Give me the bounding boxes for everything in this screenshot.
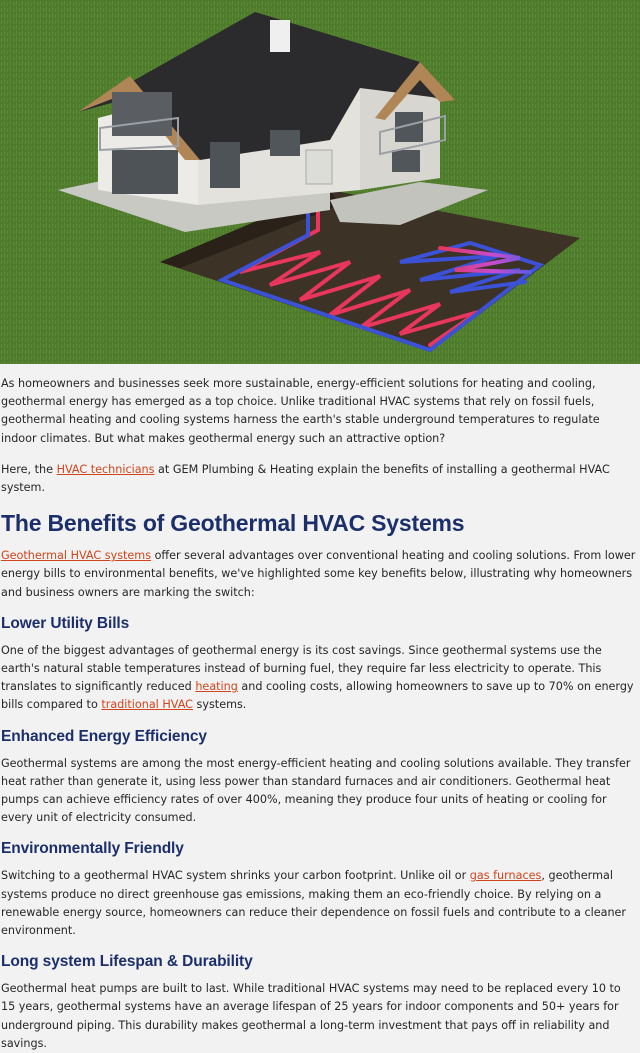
geothermal-house-illustration [0,0,640,364]
section-text-environment [1,867,637,940]
intro-paragraph-2 [1,461,637,497]
text: systems. [192,698,247,712]
hvac-technicians-link[interactable]: HVAC technicians [56,462,155,476]
window [392,150,420,172]
heat-pump-unit [306,150,332,184]
text: Switching to a geothermal HVAC system shrinks your carbon footprint. Unlike oil or [1,869,470,883]
geothermal-hvac-systems-link[interactable]: Geothermal HVAC systems [1,549,152,563]
text: at GEM Plumbing & Heating explain the benefits of installing a geothermal HVAC system. [1,462,610,495]
section-heading-bills: Lower Utility Bills [1,614,130,632]
page-title: The Benefits of Geothermal HVAC Systems [1,510,465,537]
intro-paragraph: As homeowners and businesses seek more sustainable, energy-efficient solutions for heating and cooling, geothermal energy has emerged as a top choice. Unlike traditional HVAC systems that rely on fossil fuels, geothermal heating and cooling systems harness the earth's stable underground temperatures to regulate indoor climates. But what makes geothermal energy such an attractive option? [1,377,600,445]
window [112,150,178,194]
section-heading-lifespan: Long system Lifespan & Durability [1,953,253,971]
text: , geothermal systems produce no direct greenhouse gas emissions, making them an eco-friendly choice. By relying on a renewable energy source, homeowners can reduce their dependence on fossil fuels and contribute to a cleaner environment. [1,869,627,938]
text: offer several advantages over conventional heating and cooling solutions. From lower energy bills to environmental benefits, we've highlighted some key benefits below, illustrating why homeowners and business owners are marking the switch: [1,549,636,599]
section-heading-environment: Environmentally Friendly [1,840,184,858]
gas-furnaces-link[interactable]: gas furnaces [469,869,542,883]
window [270,130,300,156]
benefits-intro [1,547,637,602]
section-text-lifespan: Geothermal heat pumps are built to last. While traditional HVAC systems may need to be replaced every 10 to 15 years, geothermal systems have an average lifespan of 25 years for indoor components and 50+ years for underground piping. This durability makes geothermal a long-term investment that pays off in reliability and savings. [1,982,621,1050]
text: Here, the [1,462,57,476]
heating-link[interactable]: heating [195,680,238,694]
section-text-bills [1,642,637,715]
text: One of the biggest advantages of geothermal energy is its cost savings. Since geothermal systems use the earth's natural stable temperatures instead of burning fuel, they require far less electricity to operate. This translates to significantly reduced [1,643,602,694]
window [112,92,172,136]
chimney [270,20,290,52]
section-text-efficiency: Geothermal systems are among the most energy-efficient heating and cooling solutions available. They transfer heat rather than generate it, using less power than standard furnaces and air conditioners. Geothermal heat pumps can achieve efficiency rates of over 400%, meaning they produce four units of heating or cooling for every unit of electricity consumed. [1,756,631,825]
traditional-hvac-link[interactable]: traditional HVAC [101,698,193,712]
door [210,142,240,188]
section-heading-efficiency: Enhanced Energy Efficiency [1,727,207,745]
hero-illustration [0,0,640,364]
text: and cooling costs, allowing homeowners to save up to 70% on energy bills compared to [1,680,634,712]
